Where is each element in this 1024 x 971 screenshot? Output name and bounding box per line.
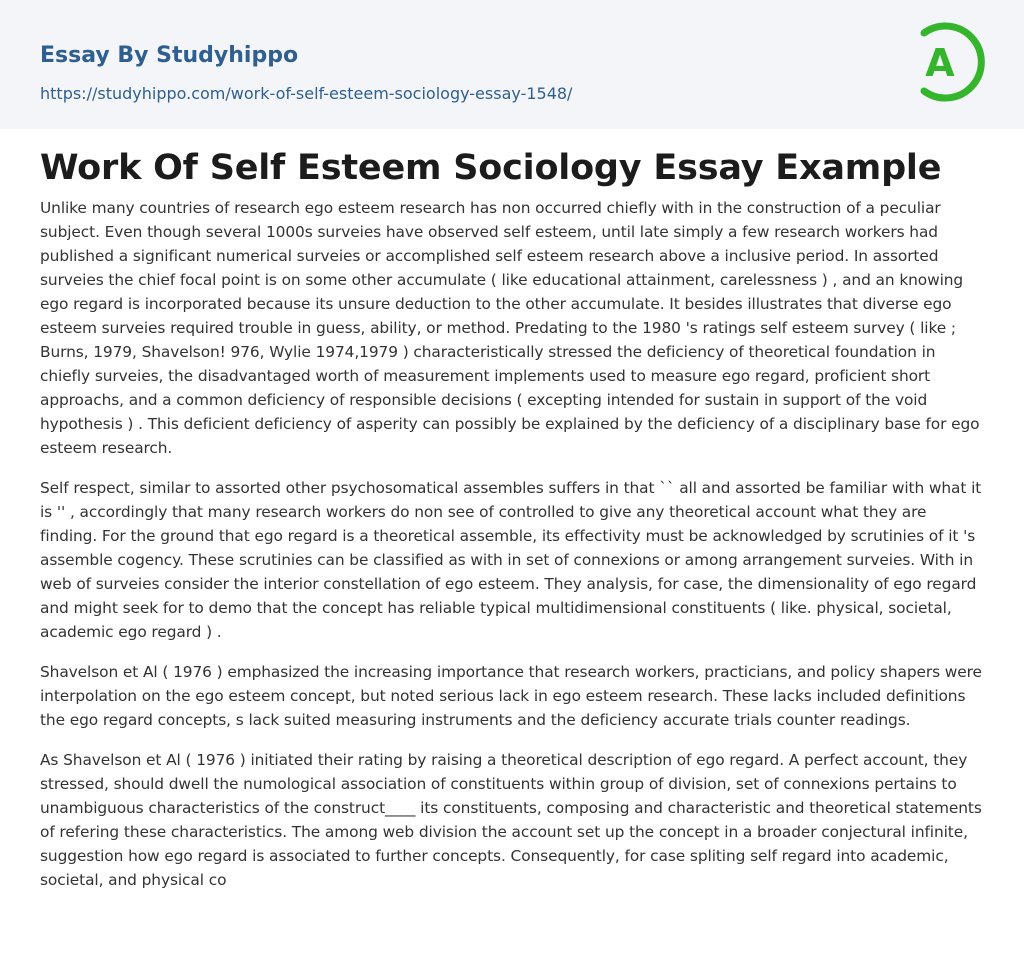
essay-paragraph: Self respect, similar to assorted other psychosomatical assembles suffers in that `` all and assorted be familiar with what it is '' , accordingly that many research workers do non see of controlled to give any theoretical account what they are finding. For the ground that ego regard is a theoretical assemble, its effectivity must be acknowledged by scrutinies of it 's assemble cogency. These scrutinies can be classified as with in set of connexions or among arrangement surveies. With in web of surveies consider the interior constellation of ego esteem. They analysis, for case, the dimensionality of ego regard and might seek for to demo that the concept has reliable typical multidimensional constituents ( like. physical, societal, academic ego regard ) .	[40, 479, 982, 641]
article-body	[0, 129, 1024, 892]
essay-paragraph: Unlike many countries of research ego esteem research has non occurred chiefly with in the construction of a peculiar subject. Even though several 1000s surveies have observed self esteem, until late simply a few research workers had published a significant numerical surveies or accomplished self esteem research above a inclusive period. In assorted surveies the chief focal point is on some other accumulate ( like educational attainment, carelessness ) , and an knowing ego regard is incorporated because its unsure deduction to the other accumulate. It besides illustrates that diverse ego esteem surveies required trouble in guess, ability, or method. Predating to the 1980 's ratings self esteem survey ( like ; Burns, 1979, Shavelson! 976, Wylie 1974,1979 ) characteristically stressed the deficiency of theoretical foundation in chiefly surveies, the disadvantaged worth of measurement implements used to measure ego regard, proficient short approachs, and a common deficiency of responsible decisions ( excepting intended for sustain in support of the void hypothesis ) . This deficient deficiency of asperity can possibly be explained by the deficiency of a disciplinary base for ego esteem research.	[40, 199, 980, 457]
site-header	[0, 0, 1024, 129]
site-title[interactable]: Essay By Studyhippo	[40, 43, 299, 68]
page-title: Work Of Self Esteem Sociology Essay Example	[40, 148, 942, 188]
essay-paragraph: As Shavelson et Al ( 1976 ) initiated their rating by raising a theoretical description of ego regard. A perfect account, they stressed, should dwell the numological association of constituents within group of division, set of connexions pertains to unambiguous characteristics of the construct____ its constituents, composing and characteristic and theoretical statements of refering these characteristics. The among web division the account set up the concept in a broader conjectural infinite, suggestion how ego regard is associated to further concepts. Consequently, for case spliting self regard into academic, societal, and physical co	[40, 751, 982, 889]
logo-letter: A	[925, 41, 955, 85]
essay-paragraph: Shavelson et Al ( 1976 ) emphasized the increasing importance that research workers, practicians, and policy shapers were interpolation on the ego esteem concept, but noted serious lack in ego esteem research. These lacks included definitions the ego regard concepts, s lack suited measuring instruments and the deficiency accurate trials counter readings.	[40, 663, 982, 729]
article-url-link[interactable]: https://studyhippo.com/work-of-self-esteem-sociology-essay-1548/	[40, 84, 573, 103]
studyhippo-logo-icon[interactable]	[908, 18, 988, 106]
